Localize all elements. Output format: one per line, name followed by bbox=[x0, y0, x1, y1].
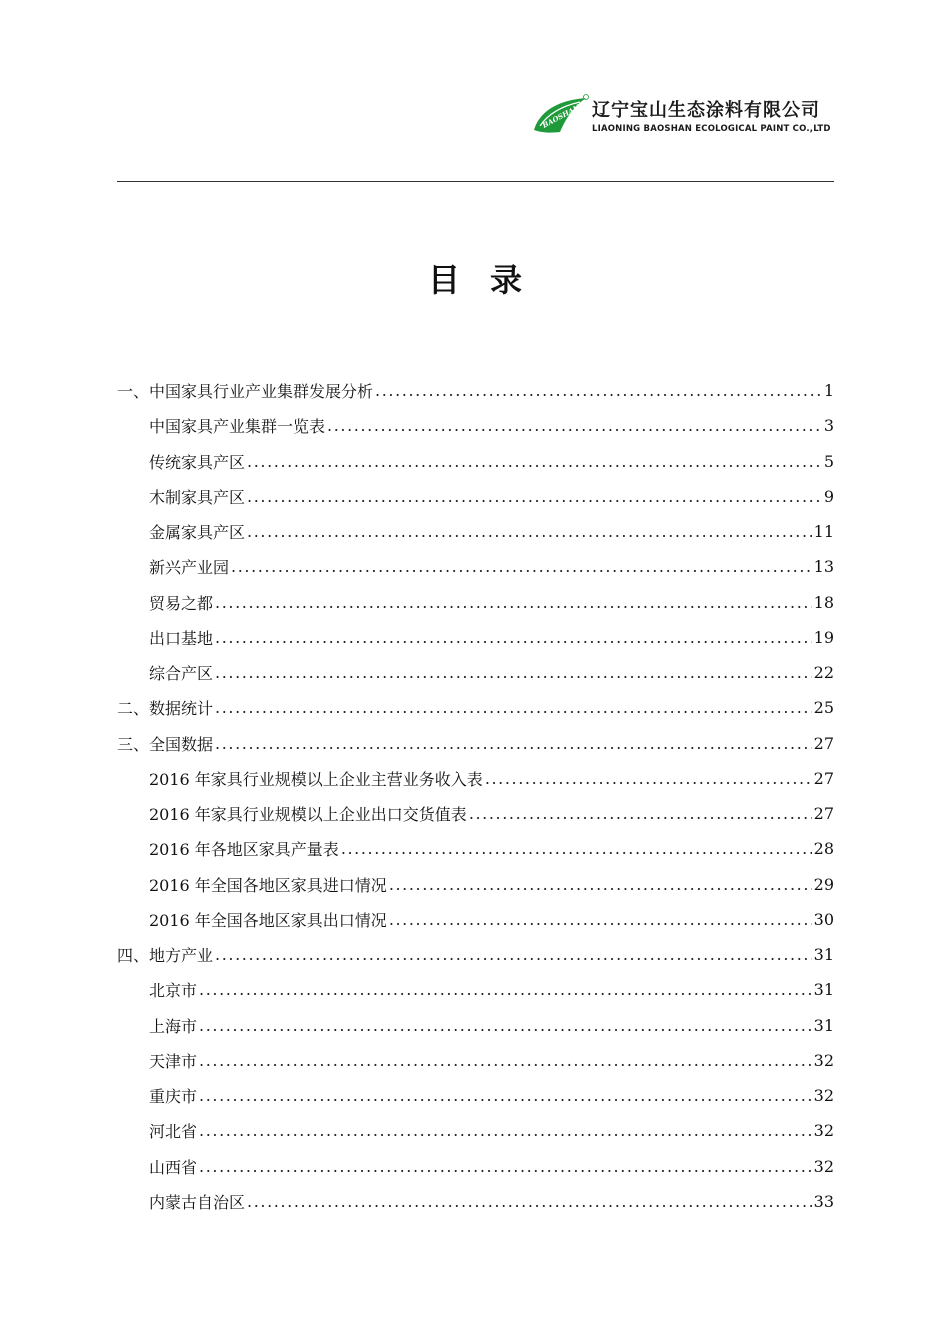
toc-entry[interactable] bbox=[117, 726, 834, 761]
toc-entry[interactable] bbox=[117, 972, 834, 1007]
toc-page-number: 27 bbox=[813, 768, 834, 788]
toc-entry[interactable] bbox=[117, 1078, 834, 1113]
toc-entry-title: 贸易之都 bbox=[149, 593, 214, 613]
toc-leader-dots bbox=[247, 452, 822, 471]
toc-entry[interactable] bbox=[117, 690, 834, 725]
toc-entry-title: 2016 年各地区家具产量表 bbox=[149, 840, 339, 860]
toc-entry-title: 2016 年全国各地区家具出口情况 bbox=[149, 910, 387, 930]
toc-page-number: 32 bbox=[813, 1050, 834, 1070]
toc-entry[interactable] bbox=[117, 479, 834, 514]
toc-entry-title: 天津市 bbox=[149, 1051, 198, 1071]
toc-entry[interactable] bbox=[117, 1113, 834, 1148]
toc-page-number: 1 bbox=[823, 381, 834, 401]
toc-entry[interactable] bbox=[117, 761, 834, 796]
page-title: 目录 bbox=[427, 261, 552, 299]
toc-entry-title: 综合产区 bbox=[149, 664, 214, 684]
toc-entry[interactable] bbox=[117, 444, 834, 479]
toc-entry-title: 四、地方产业 bbox=[117, 946, 214, 966]
toc-page-number: 29 bbox=[813, 874, 834, 894]
toc-entry[interactable] bbox=[117, 831, 834, 866]
toc-entry[interactable] bbox=[117, 373, 834, 408]
toc-entry-title: 木制家具产区 bbox=[149, 487, 246, 507]
toc-leader-dots bbox=[215, 593, 812, 612]
toc-entry-title: 金属家具产区 bbox=[149, 523, 246, 543]
toc-page-number: 27 bbox=[813, 733, 834, 753]
toc-leader-dots bbox=[215, 628, 812, 647]
table-of-contents bbox=[117, 373, 834, 1219]
toc-leader-dots bbox=[247, 1192, 812, 1211]
toc-leader-dots bbox=[247, 487, 822, 506]
toc-entry[interactable] bbox=[117, 867, 834, 902]
toc-leader-dots bbox=[375, 381, 822, 400]
toc-page-number: 32 bbox=[813, 1156, 834, 1176]
toc-entry[interactable] bbox=[117, 1184, 834, 1219]
toc-page-number: 22 bbox=[813, 663, 834, 683]
toc-page-number: 9 bbox=[823, 486, 834, 506]
toc-entry-title: 一、中国家具行业产业集群发展分析 bbox=[117, 382, 374, 402]
logo-wordmark: BAOSHAN bbox=[540, 102, 582, 130]
toc-entry-title: 出口基地 bbox=[149, 628, 214, 648]
toc-leader-dots bbox=[469, 804, 812, 823]
toc-page-number: 28 bbox=[813, 839, 834, 859]
toc-leader-dots bbox=[215, 663, 812, 682]
toc-page-number: 13 bbox=[813, 557, 834, 577]
toc-entry-title: 河北省 bbox=[149, 1122, 198, 1142]
toc-leader-dots bbox=[199, 1121, 812, 1140]
toc-entry-title: 2016 年家具行业规模以上企业出口交货值表 bbox=[149, 805, 467, 825]
toc-leader-dots bbox=[199, 1016, 812, 1035]
toc-entry-title: 2016 年家具行业规模以上企业主营业务收入表 bbox=[149, 769, 483, 789]
toc-entry-title: 上海市 bbox=[149, 1016, 198, 1036]
toc-entry-title: 传统家具产区 bbox=[149, 452, 246, 472]
toc-page-number: 32 bbox=[813, 1086, 834, 1106]
toc-leader-dots bbox=[231, 557, 812, 576]
toc-entry[interactable] bbox=[117, 796, 834, 831]
toc-page-number: 5 bbox=[823, 451, 834, 471]
toc-leader-dots bbox=[199, 1157, 812, 1176]
toc-page-number: 3 bbox=[823, 416, 834, 436]
toc-entry[interactable] bbox=[117, 408, 834, 443]
company-name-block bbox=[592, 96, 831, 134]
toc-leader-dots bbox=[389, 875, 812, 894]
toc-page-number: 18 bbox=[813, 592, 834, 612]
baoshan-logo-icon bbox=[530, 92, 590, 136]
toc-entry-title: 2016 年全国各地区家具进口情况 bbox=[149, 875, 387, 895]
toc-leader-dots bbox=[215, 698, 812, 717]
toc-entry[interactable] bbox=[117, 902, 834, 937]
toc-page-number: 27 bbox=[813, 804, 834, 824]
toc-entry[interactable] bbox=[117, 1043, 834, 1078]
toc-page-number: 11 bbox=[813, 522, 834, 542]
toc-leader-dots bbox=[199, 1086, 812, 1105]
toc-entry[interactable] bbox=[117, 514, 834, 549]
toc-leader-dots bbox=[485, 769, 812, 788]
toc-leader-dots bbox=[215, 945, 812, 964]
toc-entry-title: 中国家具产业集群一览表 bbox=[149, 417, 326, 437]
toc-entry[interactable] bbox=[117, 585, 834, 620]
toc-entry[interactable] bbox=[117, 937, 834, 972]
header-divider bbox=[117, 181, 834, 182]
toc-entry-title: 新兴产业园 bbox=[149, 558, 230, 578]
toc-page-number: 25 bbox=[813, 698, 834, 718]
toc-page-number: 31 bbox=[813, 1015, 834, 1035]
toc-entry[interactable] bbox=[117, 1008, 834, 1043]
toc-page-number: 31 bbox=[813, 945, 834, 965]
toc-leader-dots bbox=[327, 416, 822, 435]
company-name-en: LIAONING BAOSHAN ECOLOGICAL PAINT CO.,LTD bbox=[592, 124, 831, 134]
toc-leader-dots bbox=[389, 910, 812, 929]
toc-page-number: 30 bbox=[813, 909, 834, 929]
toc-leader-dots bbox=[199, 1051, 812, 1070]
toc-entry[interactable] bbox=[117, 549, 834, 584]
toc-page-number: 19 bbox=[813, 627, 834, 647]
toc-entry-title: 北京市 bbox=[149, 981, 198, 1001]
toc-entry-title: 重庆市 bbox=[149, 1087, 198, 1107]
toc-leader-dots bbox=[215, 734, 812, 753]
toc-entry[interactable] bbox=[117, 1149, 834, 1184]
toc-entry-title: 山西省 bbox=[149, 1157, 198, 1177]
toc-entry-title: 内蒙古自治区 bbox=[149, 1192, 246, 1212]
toc-entry-title: 二、数据统计 bbox=[117, 699, 214, 719]
toc-page-number: 33 bbox=[813, 1191, 834, 1211]
toc-page-number: 32 bbox=[813, 1121, 834, 1141]
document-header bbox=[530, 92, 840, 136]
toc-leader-dots bbox=[247, 522, 812, 541]
company-name-cn: 辽宁宝山生态涂料有限公司 bbox=[592, 100, 820, 121]
toc-entry-title: 三、全国数据 bbox=[117, 734, 214, 754]
toc-entry[interactable] bbox=[117, 655, 834, 690]
toc-leader-dots bbox=[199, 980, 812, 999]
toc-leader-dots bbox=[341, 839, 812, 858]
toc-page-number: 31 bbox=[813, 980, 834, 1000]
toc-entry[interactable] bbox=[117, 620, 834, 655]
